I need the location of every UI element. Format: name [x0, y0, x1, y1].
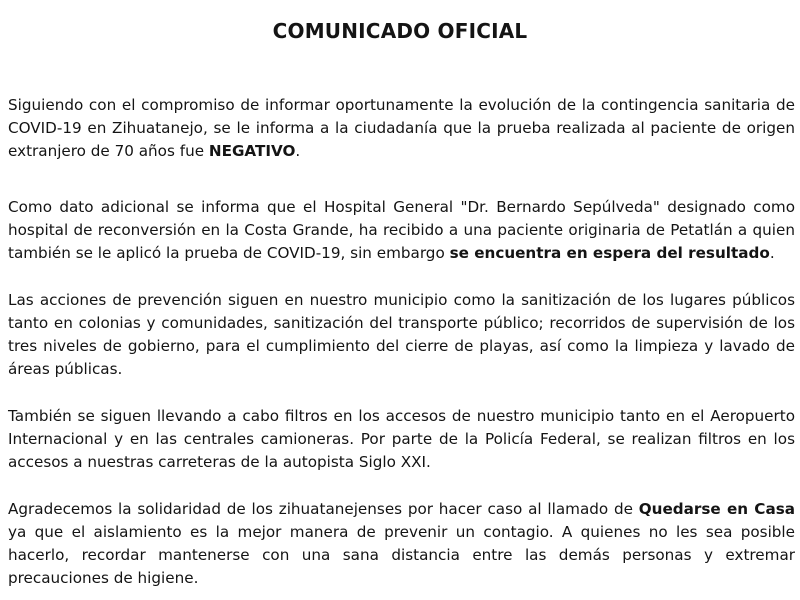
paragraph-text: ya que el aislamiento es la mejor manera de prevenir un contagio. A quienes no les sea posible hacerlo, recordar mantenerse con una sana distancia entre las demás personas y extremar precauciones de higiene.	[8, 523, 795, 587]
paragraph-test-result	[8, 94, 795, 163]
paragraph-text: Agradecemos la solidaridad de los zihuatanejenses por hacer caso al llamado de	[8, 500, 639, 518]
paragraph-text: Como dato adicional se informa que el Hospital General "Dr. Bernardo Sepúlveda" designado como hospital de reconversión en la Costa Grande, ha recibido a una paciente originaria de Petatlán a quien también se le aplicó la prueba de COVID-19, sin embargo	[8, 198, 795, 262]
paragraph-text: Siguiendo con el compromiso de informar oportunamente la evolución de la contingencia sanitaria de COVID-19 en Zihuatanejo, se le informa a la ciudadanía que la prueba realizada al paciente de origen extranjero de 70 años fue	[8, 96, 795, 160]
bold-stay-home: Quedarse en Casa	[638, 500, 795, 518]
bold-result: NEGATIVO	[208, 142, 296, 160]
paragraph-hospital	[8, 196, 795, 265]
paragraph-text: .	[295, 142, 301, 160]
paragraph-prevention: Las acciones de prevención siguen en nuestro municipio como la sanitización de los lugares públicos tanto en colonias y comunidades, sanitización del transporte público; recorridos de supervisión de los tres niveles de gobierno, para el cumplimiento del cierre de playas, así como la limpieza y lavado de áreas públicas.	[8, 291, 795, 378]
paragraph-stay-home	[8, 498, 795, 590]
paragraph-filters: También se siguen llevando a cabo filtros en los accesos de nuestro municipio tanto en el Aeropuerto Internacional y en las centrales camioneras. Por parte de la Policía Federal, se realizan filtros en los accesos a nuestras carreteras de la autopista Siglo XXI.	[8, 407, 795, 471]
document-title: COMUNICADO OFICIAL	[272, 19, 528, 43]
bold-pending: se encuentra en espera del resultado	[449, 244, 770, 262]
paragraph-text: .	[769, 244, 775, 262]
